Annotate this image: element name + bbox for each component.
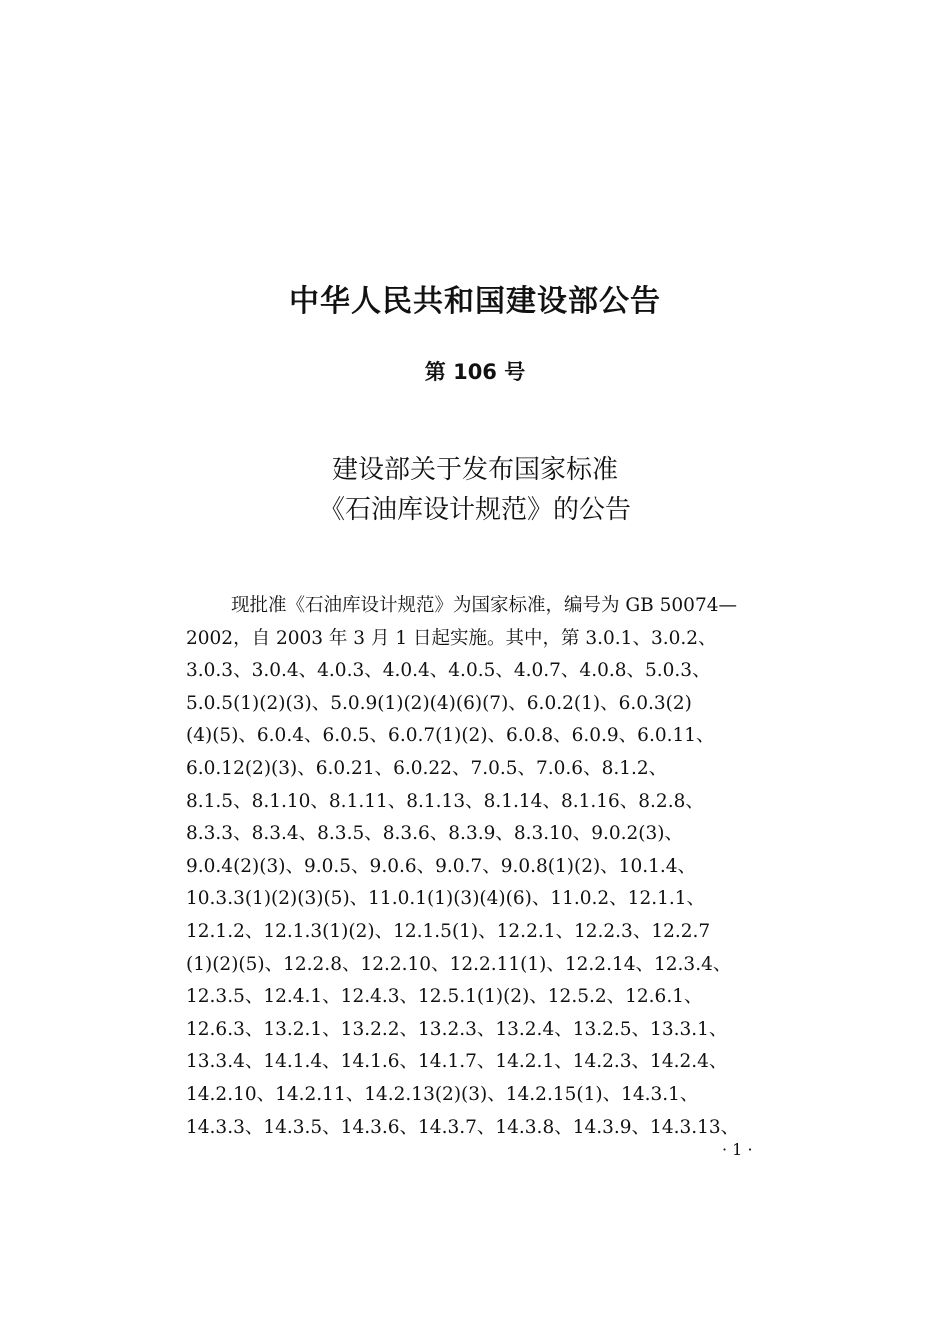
body-line: 10.3.3(1)(2)(3)(5)、11.0.1(1)(3)(4)(6)、11.0.2、12.1.1、 (186, 888, 706, 910)
body-line: 8.3.3、8.3.4、8.3.5、8.3.6、8.3.9、8.3.10、9.0.2(3)、 (186, 823, 683, 845)
body-line: 12.6.3、13.2.1、13.2.2、13.2.3、13.2.4、13.2.5、13.3.1、 (186, 1018, 728, 1040)
body-line: 14.3.3、14.3.5、14.3.6、14.3.7、14.3.8、14.3.9、14.3.13、 (186, 1116, 740, 1138)
announcement-subtitle (0, 450, 950, 530)
announcement-title: 中华人民共和国建设部公告 (289, 284, 661, 319)
body-line: (4)(5)、6.0.4、6.0.5、6.0.7(1)(2)、6.0.8、6.0.9、6.0.11、 (186, 725, 715, 747)
body-line: 2002，自 2003 年 3 月 1 日起实施。其中，第 3.0.1、3.0.2、 (186, 627, 717, 649)
body-line: 12.1.2、12.1.3(1)(2)、12.1.5(1)、12.2.1、12.2.3、12.2.7 (186, 920, 711, 942)
body-line: 6.0.12(2)(3)、6.0.21、6.0.22、7.0.5、7.0.6、8.1.2、 (186, 757, 668, 779)
body-line: 12.3.5、12.4.1、12.4.3、12.5.1(1)(2)、12.5.2、12.6.1、 (186, 986, 703, 1008)
body-line: 5.0.5(1)(2)(3)、5.0.9(1)(2)(4)(6)(7)、6.0.2(1)、6.0.3(2) (186, 692, 692, 714)
subtitle-line-1: 建设部关于发布国家标准 (331, 455, 618, 485)
body-line: 9.0.4(2)(3)、9.0.5、9.0.6、9.0.7、9.0.8(1)(2)、10.1.4、 (186, 855, 697, 877)
subtitle-line-2: 《石油库设计规范》的公告 (318, 495, 631, 525)
body-line: (1)(2)(5)、12.2.8、12.2.10、12.2.11(1)、12.2.14、12.3.4、 (186, 953, 732, 975)
body-line: 8.1.5、8.1.10、8.1.11、8.1.13、8.1.14、8.1.16、8.2.8、 (186, 790, 704, 812)
announcement-body (186, 590, 786, 1144)
body-line: 3.0.3、3.0.4、4.0.3、4.0.4、4.0.5、4.0.7、4.0.8、5.0.3、 (186, 660, 711, 682)
announcement-number: 第 106 号 (424, 360, 526, 384)
page-number: · 1 · (722, 1140, 753, 1159)
body-line: 13.3.4、14.1.4、14.1.6、14.1.7、14.2.1、14.2.3、14.2.4、 (186, 1051, 728, 1073)
body-line: 14.2.10、14.2.11、14.2.13(2)(3)、14.2.15(1)、14.3.1、 (186, 1083, 699, 1105)
body-line: 现批准《石油库设计规范》为国家标准，编号为 GB 50074— (231, 595, 737, 616)
